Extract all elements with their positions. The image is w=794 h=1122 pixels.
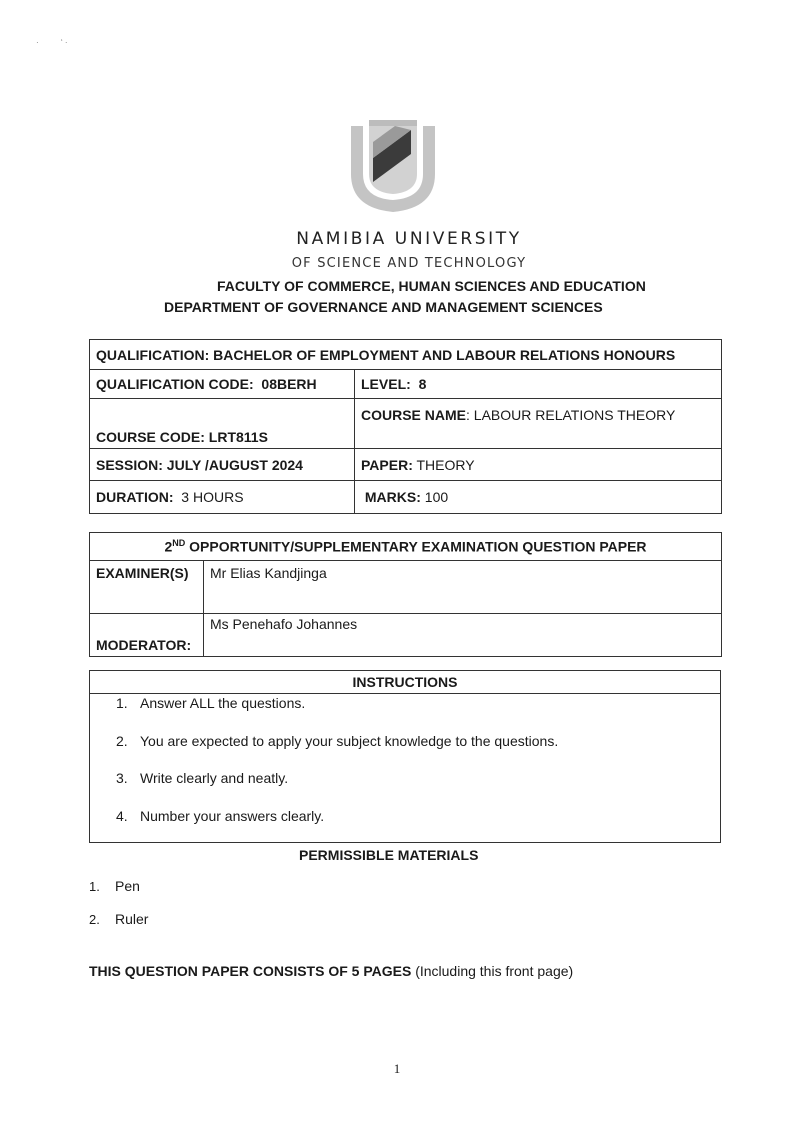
item-number: 4. [116, 808, 128, 824]
duration-label: DURATION: [96, 489, 174, 505]
course-code-label: COURSE CODE: [96, 429, 205, 445]
course-name-label: COURSE NAME [361, 407, 467, 423]
course-name-cell [355, 399, 722, 449]
session-cell [90, 449, 355, 481]
paper-value: THEORY [412, 456, 475, 473]
examiner-value: Mr Elias Kandjinga [204, 561, 722, 614]
examiner-label: EXAMINER(S) [90, 561, 204, 614]
item-text: Write clearly and neatly. [140, 770, 289, 786]
course-code-cell [90, 399, 355, 449]
list-item [116, 808, 324, 824]
faculty-name: FACULTY OF COMMERCE, HUMAN SCIENCES AND EDUCATION [217, 278, 646, 294]
item-number: 2. [89, 912, 100, 927]
item-text: Ruler [115, 911, 149, 927]
scan-specks: · ‘ · [36, 38, 68, 47]
instructions-box [89, 670, 721, 843]
qualification-code-label: QUALIFICATION CODE: [96, 376, 254, 392]
item-number: 1. [89, 879, 100, 894]
moderator-value: Ms Penehafo Johannes [204, 614, 722, 657]
qualification-cell [90, 340, 722, 370]
session-label: SESSION: [96, 456, 163, 473]
level-cell [355, 370, 722, 399]
item-text: Number your answers clearly. [140, 808, 325, 824]
marks-value: 100 [420, 489, 449, 505]
list-item [89, 911, 148, 927]
list-item [116, 695, 305, 711]
item-number: 2. [116, 733, 128, 749]
session-value: JULY /AUGUST 2024 [166, 456, 303, 473]
level-value: 8 [418, 376, 427, 392]
qualification-code-cell [90, 370, 355, 399]
heading-prefix: 2 [164, 538, 173, 555]
level-label: LEVEL: [361, 376, 411, 392]
qualification-text: QUALIFICATION: BACHELOR OF EMPLOYMENT AND LABOUR RELATIONS HONOURS [96, 346, 676, 363]
page-count-rest: (Including this front page) [411, 963, 574, 979]
qualification-code-value: 08BERH [261, 376, 317, 392]
examination-table [89, 532, 722, 657]
moderator-label: MODERATOR: [90, 614, 204, 657]
university-subname: OF SCIENCE AND TECHNOLOGY [291, 256, 527, 271]
heading-superscript: ND [172, 538, 186, 549]
paper-label: PAPER: [361, 456, 413, 473]
list-item [116, 770, 288, 786]
course-name-value: : LABOUR RELATIONS THEORY [466, 407, 676, 423]
university-shield-logo-icon [343, 112, 443, 216]
permissible-materials-title: PERMISSIBLE MATERIALS [299, 847, 479, 863]
paper-cell [355, 449, 722, 481]
heading-text: OPPORTUNITY/SUPPLEMENTARY EXAMINATION QUESTION PAPER [185, 538, 647, 555]
department-name: DEPARTMENT OF GOVERNANCE AND MANAGEMENT SCIENCES [164, 299, 603, 315]
page-number: 1 [393, 1061, 401, 1076]
instructions-title: INSTRUCTIONS [90, 671, 720, 694]
university-name: NAMIBIA UNIVERSITY [296, 229, 522, 249]
page-count-note [89, 963, 573, 979]
item-number: 1. [116, 695, 128, 711]
examination-heading [90, 533, 722, 561]
list-item [89, 878, 140, 894]
marks-cell [355, 481, 722, 514]
item-text: Pen [115, 878, 140, 894]
item-number: 3. [116, 770, 128, 786]
item-text: Answer ALL the questions. [140, 695, 306, 711]
course-code-value: LRT811S [208, 429, 268, 445]
item-text: You are expected to apply your subject knowledge to the questions. [140, 733, 559, 749]
page-count-bold: THIS QUESTION PAPER CONSISTS OF 5 PAGES [89, 963, 412, 979]
qualification-table [89, 339, 722, 514]
marks-label: MARKS: [364, 489, 421, 505]
list-item [116, 733, 558, 749]
duration-cell [90, 481, 355, 514]
duration-value: 3 HOURS [181, 489, 244, 505]
